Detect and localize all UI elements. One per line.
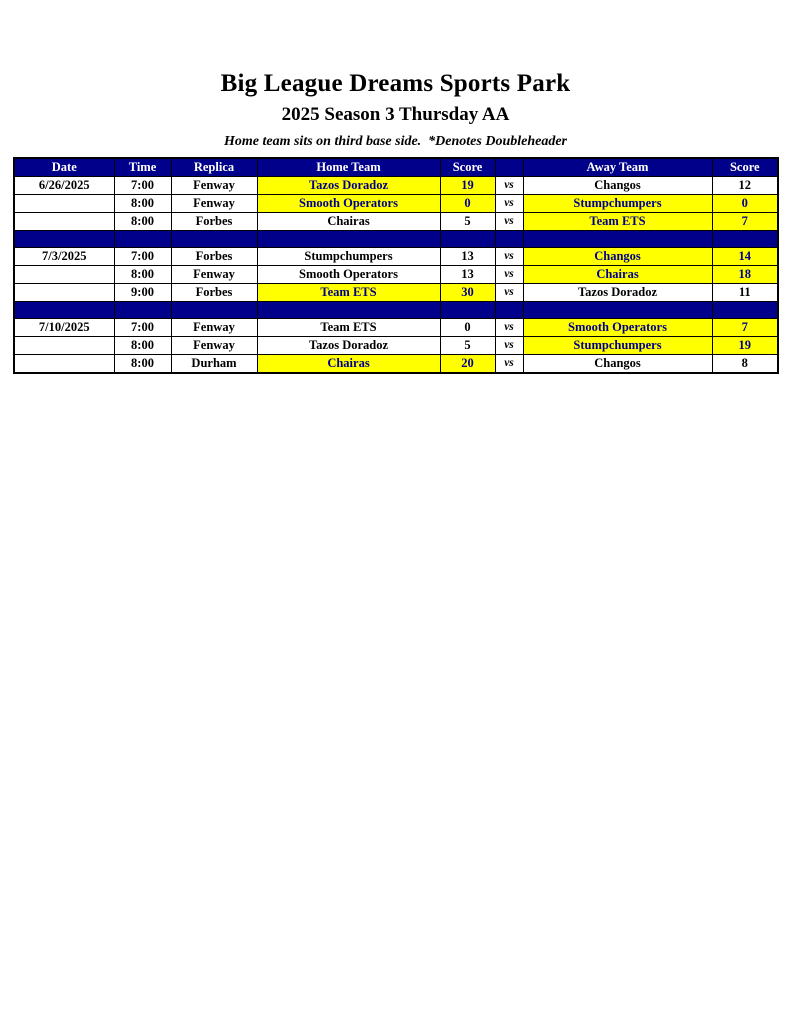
column-header-date: Date	[14, 158, 114, 177]
page-subtitle: 2025 Season 3 Thursday AA	[281, 104, 510, 125]
separator-cell	[171, 231, 257, 248]
away-score-cell: 7	[712, 319, 778, 337]
home-team-cell: Smooth Operators	[257, 266, 440, 284]
home-score-cell: 13	[440, 266, 495, 284]
column-header-time: Time	[114, 158, 171, 177]
home-team-cell: Chairas	[257, 355, 440, 374]
replica-cell: Forbes	[171, 248, 257, 266]
vs-cell: vs	[495, 213, 523, 231]
game-row	[14, 213, 778, 231]
vs-cell: vs	[495, 195, 523, 213]
header-row	[14, 158, 778, 177]
replica-cell: Forbes	[171, 213, 257, 231]
separator-cell	[523, 302, 712, 319]
page-title: Big League Dreams Sports Park	[220, 70, 571, 97]
date-cell	[14, 284, 114, 302]
game-row	[14, 284, 778, 302]
separator-row	[14, 302, 778, 319]
separator-cell	[114, 231, 171, 248]
game-row	[14, 337, 778, 355]
away-team-cell: Team ETS	[523, 213, 712, 231]
date-cell	[14, 213, 114, 231]
schedule-table	[13, 157, 779, 374]
home-score-cell: 19	[440, 177, 495, 195]
date-cell	[14, 195, 114, 213]
separator-cell	[440, 231, 495, 248]
separator-row	[14, 231, 778, 248]
home-team-cell: Tazos Doradoz	[257, 337, 440, 355]
home-score-cell: 5	[440, 337, 495, 355]
column-header-home-score: Score	[440, 158, 495, 177]
away-score-cell: 8	[712, 355, 778, 374]
away-score-cell: 19	[712, 337, 778, 355]
away-team-cell: Changos	[523, 248, 712, 266]
vs-cell: vs	[495, 319, 523, 337]
away-score-cell: 11	[712, 284, 778, 302]
game-row	[14, 266, 778, 284]
separator-cell	[523, 231, 712, 248]
vs-cell: vs	[495, 355, 523, 374]
replica-cell: Fenway	[171, 319, 257, 337]
separator-cell	[14, 302, 114, 319]
separator-cell	[495, 302, 523, 319]
game-row	[14, 248, 778, 266]
column-header-vs	[495, 158, 523, 177]
away-team-cell: Chairas	[523, 266, 712, 284]
time-cell: 7:00	[114, 248, 171, 266]
home-score-cell: 30	[440, 284, 495, 302]
separator-cell	[440, 302, 495, 319]
vs-cell: vs	[495, 248, 523, 266]
separator-cell	[257, 302, 440, 319]
replica-cell: Durham	[171, 355, 257, 374]
time-cell: 9:00	[114, 284, 171, 302]
column-header-away-score: Score	[712, 158, 778, 177]
replica-cell: Fenway	[171, 177, 257, 195]
date-cell: 7/3/2025	[14, 248, 114, 266]
separator-cell	[114, 302, 171, 319]
away-score-cell: 18	[712, 266, 778, 284]
home-score-cell: 13	[440, 248, 495, 266]
time-cell: 8:00	[114, 266, 171, 284]
away-score-cell: 12	[712, 177, 778, 195]
date-cell	[14, 355, 114, 374]
away-score-cell: 0	[712, 195, 778, 213]
time-cell: 8:00	[114, 355, 171, 374]
separator-cell	[712, 231, 778, 248]
time-cell: 7:00	[114, 177, 171, 195]
date-cell: 6/26/2025	[14, 177, 114, 195]
game-row	[14, 319, 778, 337]
column-header-home-team: Home Team	[257, 158, 440, 177]
time-cell: 8:00	[114, 337, 171, 355]
home-team-cell: Team ETS	[257, 284, 440, 302]
away-team-cell: Changos	[523, 177, 712, 195]
separator-cell	[712, 302, 778, 319]
separator-cell	[14, 231, 114, 248]
game-row	[14, 355, 778, 374]
separator-cell	[171, 302, 257, 319]
time-cell: 8:00	[114, 213, 171, 231]
home-team-cell: Team ETS	[257, 319, 440, 337]
date-cell: 7/10/2025	[14, 319, 114, 337]
away-team-cell: Stumpchumpers	[523, 337, 712, 355]
away-team-cell: Smooth Operators	[523, 319, 712, 337]
away-score-cell: 7	[712, 213, 778, 231]
home-team-cell: Smooth Operators	[257, 195, 440, 213]
home-score-cell: 20	[440, 355, 495, 374]
replica-cell: Fenway	[171, 337, 257, 355]
date-cell	[14, 266, 114, 284]
vs-cell: vs	[495, 284, 523, 302]
home-score-cell: 0	[440, 195, 495, 213]
vs-cell: vs	[495, 266, 523, 284]
vs-cell: vs	[495, 337, 523, 355]
home-team-cell: Tazos Doradoz	[257, 177, 440, 195]
away-team-cell: Stumpchumpers	[523, 195, 712, 213]
home-team-cell: Chairas	[257, 213, 440, 231]
away-team-cell: Changos	[523, 355, 712, 374]
time-cell: 7:00	[114, 319, 171, 337]
vs-cell: vs	[495, 177, 523, 195]
column-header-away-team: Away Team	[523, 158, 712, 177]
home-team-cell: Stumpchumpers	[257, 248, 440, 266]
away-team-cell: Tazos Doradoz	[523, 284, 712, 302]
game-row	[14, 195, 778, 213]
separator-cell	[495, 231, 523, 248]
page-note: Home team sits on third base side. *Denotes Doubleheader	[224, 134, 567, 149]
time-cell: 8:00	[114, 195, 171, 213]
replica-cell: Forbes	[171, 284, 257, 302]
date-cell	[14, 337, 114, 355]
separator-cell	[257, 231, 440, 248]
replica-cell: Fenway	[171, 195, 257, 213]
home-score-cell: 5	[440, 213, 495, 231]
game-row	[14, 177, 778, 195]
away-score-cell: 14	[712, 248, 778, 266]
column-header-replica: Replica	[171, 158, 257, 177]
home-score-cell: 0	[440, 319, 495, 337]
replica-cell: Fenway	[171, 266, 257, 284]
